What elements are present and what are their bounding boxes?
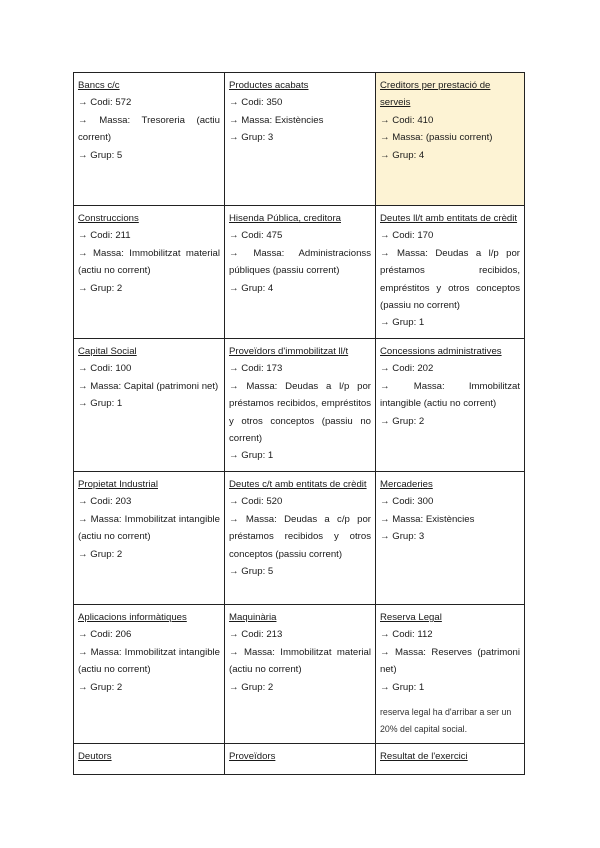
- account-cell: [376, 743, 525, 774]
- account-group: → Grup: 5: [229, 566, 274, 578]
- account-code: → Codi: 202: [380, 363, 434, 375]
- account-code: → Codi: 206: [78, 629, 132, 641]
- account-code: → Codi: 475: [229, 230, 283, 242]
- account-code: → Codi: 410: [380, 114, 434, 126]
- account-cell: [74, 73, 225, 206]
- account-note: reserva legal ha d'arribar a ser un 20% del capital social.: [380, 707, 512, 735]
- account-title: Proveïdors: [229, 750, 276, 762]
- account-group: → Grup: 1: [229, 450, 274, 462]
- account-title: Productes acabats: [229, 80, 309, 91]
- account-group: → Grup: 4: [229, 282, 274, 294]
- account-title: Bancs c/c: [78, 80, 120, 91]
- table-row: [74, 472, 525, 605]
- account-cell: [74, 472, 225, 605]
- account-title: Mercaderies: [380, 479, 433, 490]
- table-row: [74, 605, 525, 744]
- account-code: → Codi: 350: [229, 97, 283, 109]
- account-code: → Codi: 173: [229, 363, 283, 375]
- account-group: → Grup: 1: [78, 398, 123, 410]
- account-group: → Grup: 1: [380, 317, 425, 329]
- account-cell: [225, 73, 376, 206]
- account-title: Reserva Legal: [380, 612, 442, 623]
- account-cell: [225, 472, 376, 605]
- account-cell: [225, 339, 376, 472]
- account-cell-highlighted: [376, 73, 525, 206]
- account-massa: → Massa: Deudas a l/p por préstamos recibidos, empréstitos y otros conceptos (passiu no corrent): [380, 247, 520, 312]
- account-group: → Grup: 5: [78, 149, 123, 161]
- account-code: → Codi: 300: [380, 496, 434, 508]
- account-cell: [74, 339, 225, 472]
- account-title: Deutes c/t amb entitats de crèdit: [229, 479, 367, 490]
- account-group: → Grup: 2: [78, 548, 123, 560]
- account-group: → Grup: 1: [380, 681, 425, 693]
- account-massa: → Massa: Capital (patrimoni net): [78, 380, 219, 392]
- account-title: Maquinària: [229, 612, 277, 623]
- account-massa: → Massa: Immobilitzat material (actiu no corrent): [78, 247, 220, 277]
- account-cell: [225, 743, 376, 774]
- account-code: → Codi: 213: [229, 629, 283, 641]
- account-massa: → Massa: Immobilitzat intangible (actiu no corrent): [78, 646, 220, 676]
- account-massa: → Massa: Administracionss públiques (passiu corrent): [229, 247, 371, 277]
- account-cell: [225, 206, 376, 339]
- accounts-table: [73, 72, 525, 775]
- account-title: Propietat Industrial: [78, 479, 158, 490]
- account-massa: → Massa: Deudas a c/p por préstamos recibidos y otros conceptos (passiu corrent): [229, 513, 371, 560]
- account-group: → Grup: 2: [78, 282, 123, 294]
- account-title: Capital Social: [78, 346, 137, 357]
- account-cell: [376, 472, 525, 605]
- account-title: Resultat de l'exercici: [380, 750, 468, 762]
- account-massa: → Massa: Immobilitzat intangible (actiu no corrent): [78, 513, 220, 543]
- account-code: → Codi: 572: [78, 97, 132, 109]
- table-row: [74, 339, 525, 472]
- account-title: Deutors: [78, 750, 112, 762]
- account-cell: [376, 605, 525, 744]
- account-title: Concessions administratives: [380, 346, 502, 357]
- account-code: → Codi: 100: [78, 363, 132, 375]
- account-group: → Grup: 2: [78, 681, 123, 693]
- account-massa: → Massa: (passiu corrent): [380, 132, 493, 144]
- account-cell: [74, 743, 225, 774]
- account-group: → Grup: 4: [380, 149, 425, 161]
- account-title: Aplicacions informàtiques: [78, 612, 187, 623]
- account-massa: → Massa: Reserves (patrimoni net): [380, 646, 520, 676]
- account-cell: [225, 605, 376, 744]
- account-cell: [74, 206, 225, 339]
- account-group: → Grup: 3: [229, 132, 274, 144]
- account-massa: → Massa: Immobilitzat intangible (actiu no corrent): [380, 380, 520, 410]
- account-massa: → Massa: Immobilitzat material (actiu no corrent): [229, 646, 371, 676]
- account-title: Deutes ll/t amb entitats de crèdit: [380, 213, 518, 224]
- account-cell: [376, 339, 525, 472]
- table-row: [74, 743, 525, 774]
- account-code: → Codi: 203: [78, 496, 132, 508]
- table-row: [74, 73, 525, 206]
- account-cell: [74, 605, 225, 744]
- account-group: → Grup: 3: [380, 531, 425, 543]
- account-massa: → Massa: Existències: [380, 513, 475, 525]
- account-group: → Grup: 2: [380, 415, 425, 427]
- account-title: Hisenda Pública, creditora: [229, 213, 341, 224]
- account-code: → Codi: 211: [78, 230, 131, 242]
- account-code: → Codi: 520: [229, 496, 283, 508]
- account-massa: → Massa: Existències: [229, 114, 324, 126]
- account-title: Construccions: [78, 213, 139, 224]
- account-massa: → Massa: Tresoreria (actiu corrent): [78, 114, 220, 144]
- account-title: Proveïdors d'immobilitzat ll/t: [229, 346, 349, 357]
- account-code: → Codi: 112: [380, 629, 433, 641]
- account-title: Creditors per prestació de serveis: [380, 80, 491, 109]
- account-code: → Codi: 170: [380, 230, 434, 242]
- account-cell: [376, 206, 525, 339]
- account-group: → Grup: 2: [229, 681, 274, 693]
- account-massa: → Massa: Deudas a l/p por préstamos recibidos, empréstitos y otros conceptos (passiu no corrent): [229, 380, 371, 445]
- table-row: [74, 206, 525, 339]
